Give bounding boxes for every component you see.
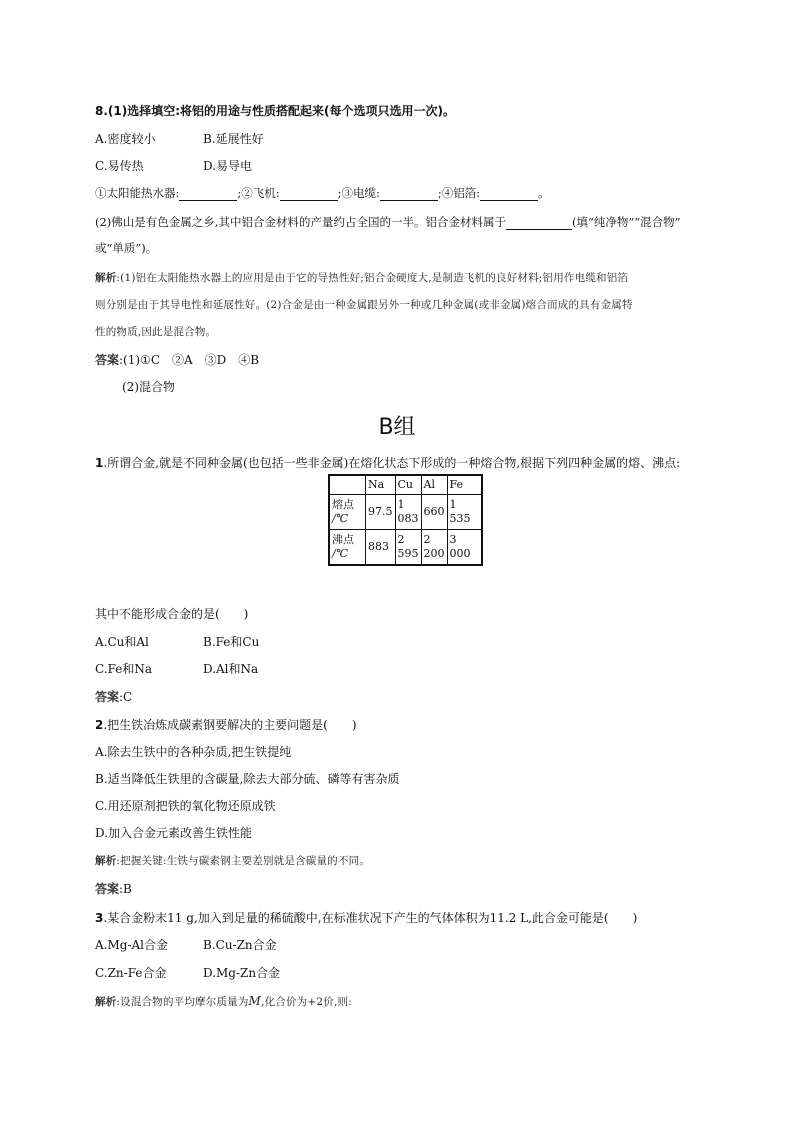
q8-blank-end: 。 bbox=[538, 186, 550, 200]
q1-stem-text: .所谓合金,就是不同种金属(也包括一些非金属)在熔化状态下形成的一种熔合物,根据下列四种金属的熔、沸点: bbox=[103, 456, 681, 470]
q3-option-b: B.Cu-Zn合金 bbox=[203, 938, 277, 952]
table-header-cu: Cu bbox=[395, 475, 421, 495]
q1-question-text: 其中不能形成合金的是( ) bbox=[95, 607, 249, 621]
q8-option-a: A.密度较小 bbox=[95, 132, 156, 146]
q1-option-b: B.Fe和Cu bbox=[203, 635, 260, 649]
table-header-fe: Fe bbox=[447, 475, 482, 495]
row-unit-melting: /℃ bbox=[332, 512, 349, 525]
q2-stem-text: .把生铁冶炼成碳素钢要解决的主要问题是( ) bbox=[103, 718, 357, 732]
q8-stem-text: 8.(1)选择填空:将铝的用途与性质搭配起来(每个选项只选用一次)。 bbox=[95, 104, 455, 118]
cell-melting-fe: 1 535 bbox=[449, 498, 471, 525]
q8-answer-blank-2 bbox=[280, 187, 338, 201]
table-row-boiling bbox=[329, 530, 482, 566]
q8-blanks-line bbox=[95, 185, 550, 201]
row-unit-boiling: /℃ bbox=[332, 547, 349, 560]
q3-analysis-variable: M bbox=[248, 994, 262, 1008]
q3-stem bbox=[95, 910, 637, 926]
table-header-al: Al bbox=[421, 475, 447, 495]
q3-option-d: D.Mg-Zn合金 bbox=[203, 966, 281, 980]
q8-option-d: D.易导电 bbox=[203, 159, 253, 173]
q3-options-row1 bbox=[95, 937, 277, 953]
q2-option-a: A.除去生铁中的各种杂质,把生铁提纯 bbox=[95, 745, 292, 759]
q2-analysis-label: 解析 bbox=[95, 855, 117, 867]
q2-answer-label: 答案 bbox=[95, 882, 120, 896]
q1-option-a: A.Cu和Al bbox=[95, 635, 149, 649]
q3-analysis-label: 解析 bbox=[95, 996, 117, 1008]
q1-option-d: D.Al和Na bbox=[203, 662, 259, 676]
q1-option-c: C.Fe和Na bbox=[95, 662, 152, 676]
q3-analysis bbox=[95, 993, 352, 1010]
q8-options-row2 bbox=[95, 158, 252, 174]
q8-analysis-text-3: 性的物质,因此是混合物。 bbox=[95, 326, 217, 338]
q3-option-a: A.Mg-Al合金 bbox=[95, 938, 169, 952]
section-title-b: B组 bbox=[378, 415, 416, 440]
q8-answer-blank-4 bbox=[480, 187, 538, 201]
q8-analysis-line2 bbox=[95, 297, 633, 313]
q8-option-c: C.易传热 bbox=[95, 159, 144, 173]
q8-blank-label-2: ;②飞机: bbox=[237, 186, 280, 200]
q1-answer-label: 答案 bbox=[95, 690, 120, 704]
q8-analysis-label: 解析 bbox=[95, 272, 117, 284]
q8-stem bbox=[95, 103, 455, 119]
table-cell: 97.5 bbox=[366, 495, 396, 530]
q2-analysis-text: :把握关键:生铁与碳素钢主要差别就是含碳量的不同。 bbox=[116, 855, 370, 867]
q3-options-row2 bbox=[95, 965, 280, 981]
q8-part2-text: (2)佛山是有色金属之乡,其中铝合金材料的产量约占全国的一半。铝合金材料属于 bbox=[95, 215, 506, 229]
q2-analysis bbox=[95, 853, 370, 869]
q2-answer-text: :B bbox=[119, 882, 132, 896]
q8-answer-line2 bbox=[122, 379, 175, 395]
q8-answer-text-1: :(1)①C ②A ③D ④B bbox=[119, 353, 260, 367]
table-cell bbox=[395, 495, 421, 530]
row-label-melting: 熔点 bbox=[332, 498, 354, 511]
table-row-label bbox=[329, 530, 366, 566]
q2-option-b: B.适当降低生铁里的含碳量,除去大部分硫、磷等有害杂质 bbox=[95, 772, 400, 786]
q8-analysis-text-2: 则分别是由于其导电性和延展性好。(2)合金是由一种金属跟另外一种或几种金属(或非金属)熔合而成的具有金属特 bbox=[95, 299, 633, 311]
table-row-melting bbox=[329, 495, 482, 530]
q8-part2-blank bbox=[506, 216, 572, 230]
q1-stem bbox=[95, 455, 680, 471]
q8-options-row1 bbox=[95, 131, 264, 147]
q1-options-row1 bbox=[95, 634, 259, 650]
q2-answer bbox=[95, 881, 132, 897]
table-cell bbox=[447, 495, 482, 530]
q2-number: 2 bbox=[95, 718, 104, 732]
q8-answer-line1 bbox=[95, 352, 259, 368]
q8-blank-label-1: ①太阳能热水器: bbox=[95, 186, 180, 200]
q8-analysis-text-1: :(1)铝在太阳能热水器上的应用是由于它的导热性好;铝合金硬度大,是制造飞机的良好材料;铝用作电缆和铝箔 bbox=[116, 272, 629, 284]
q8-part2-line2 bbox=[95, 240, 157, 256]
q3-stem-text: .某合金粉末11 g,加入到足量的稀硫酸中,在标准状况下产生的气体体积为11.2 L,此合金可能是( ) bbox=[103, 911, 638, 925]
q8-analysis-line1 bbox=[95, 270, 628, 286]
q8-answer-text-2: (2)混合物 bbox=[122, 380, 175, 394]
q1-number: 1 bbox=[95, 456, 104, 470]
q8-blank-label-3: ;③电缆: bbox=[337, 186, 380, 200]
row-label-boiling: 沸点 bbox=[332, 533, 354, 546]
table-cell bbox=[421, 530, 447, 566]
q8-part2-line1 bbox=[95, 214, 680, 230]
table-cell: 660 bbox=[421, 495, 447, 530]
cell-boiling-fe: 3 000 bbox=[449, 533, 471, 560]
table-cell: 883 bbox=[366, 530, 396, 566]
q8-blank-label-4: ;④铝箔: bbox=[437, 186, 481, 200]
q8-analysis-line3 bbox=[95, 324, 216, 340]
q2-stem bbox=[95, 717, 357, 733]
cell-boiling-cu: 2 595 bbox=[397, 533, 419, 560]
q1-answer-text: :C bbox=[119, 690, 133, 704]
q3-number: 3 bbox=[95, 911, 104, 925]
q1-options-row2 bbox=[95, 661, 258, 677]
q2-option-c: C.用还原剂把铁的氧化物还原成铁 bbox=[95, 799, 276, 813]
q8-answer-blank-1 bbox=[179, 187, 237, 201]
q1-answer bbox=[95, 689, 132, 705]
table-cell bbox=[395, 530, 421, 566]
q8-answer-label: 答案 bbox=[95, 353, 120, 367]
melting-boiling-table bbox=[328, 474, 483, 566]
cell-boiling-al: 2 200 bbox=[423, 533, 445, 560]
q2-option-d: D.加入合金元素改善生铁性能 bbox=[95, 826, 253, 840]
table-header-corner bbox=[329, 475, 366, 495]
table-header-na: Na bbox=[366, 475, 396, 495]
table-header-row bbox=[329, 475, 482, 495]
q1-question bbox=[95, 606, 248, 622]
q3-analysis-text-a: :设混合物的平均摩尔质量为 bbox=[116, 996, 249, 1008]
q8-part2-line2-text: 或“单质”)。 bbox=[95, 241, 158, 255]
q8-part2-tail: (填“纯净物”“混合物” bbox=[571, 215, 681, 229]
cell-melting-cu: 1 083 bbox=[397, 498, 419, 525]
table-row-label bbox=[329, 495, 366, 530]
q3-option-c: C.Zn-Fe合金 bbox=[95, 966, 167, 980]
table-cell bbox=[447, 530, 482, 566]
q3-analysis-text-b: ,化合价为+2价,则: bbox=[261, 996, 352, 1008]
q8-answer-blank-3 bbox=[380, 187, 438, 201]
q8-option-b: B.延展性好 bbox=[203, 132, 264, 146]
